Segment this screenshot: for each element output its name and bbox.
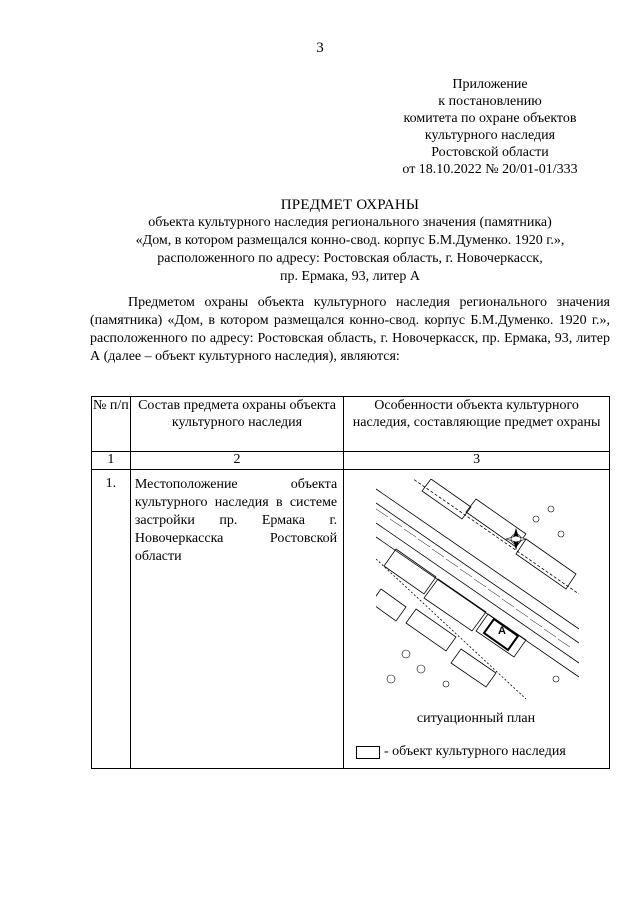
appendix-line: от 18.10.2022 № 20/01-01/333 — [402, 162, 578, 177]
map-legend — [356, 744, 566, 760]
appendix-line: к постановлению — [438, 94, 542, 109]
table-header-row — [92, 397, 610, 452]
page-number: 3 — [316, 40, 324, 56]
title-heading: ПРЕДМЕТ ОХРАНЫ — [280, 197, 420, 213]
title-line: «Дом, в котором размещался конно-свод. корпус Б.М.Думенко. 1920 г.», — [135, 233, 565, 248]
situation-plan-drawing — [376, 479, 579, 699]
column-number-row — [92, 452, 610, 470]
row-composition: Местоположение объекта культурного наследия в системе застройки пр. Ермака г. Новочеркасска Ростовской области — [130, 470, 343, 769]
document-title — [70, 196, 630, 286]
column-number: 1 — [92, 452, 131, 470]
header-composition: Состав предмета охраны объекта культурного наследия — [130, 397, 343, 452]
header-number: № п/п — [92, 397, 131, 452]
map-caption: ситуационный план — [416, 711, 536, 726]
appendix-line: культурного наследия — [424, 128, 556, 143]
appendix-line: Приложение — [452, 77, 528, 92]
title-line: расположенного по адресу: Ростовская область, г. Новочеркасск, — [157, 251, 543, 266]
appendix-line: Ростовской области — [431, 145, 549, 160]
appendix-block — [380, 76, 600, 178]
appendix-line: комитета по охране объектов — [403, 111, 577, 126]
title-line: пр. Ермака, 93, литер А — [279, 269, 421, 284]
legend-text: - объект культурного наследия — [384, 744, 566, 759]
legend-swatch — [356, 746, 380, 759]
object-marker: А — [498, 625, 506, 637]
column-number: 3 — [344, 452, 610, 470]
header-features: Особенности объекта культурного наследия, составляющие предмет охраны — [344, 397, 610, 452]
situation-plan-map — [376, 479, 579, 699]
title-line: объекта культурного наследия регионального значения (памятника) — [148, 215, 552, 230]
intro-paragraph: Предметом охраны объекта культурного наследия регионального значения (памятника) «Дом, в котором размещался конно-свод. корпус Б.М.Думенко. 1920 г.», расположенного по адресу: Ростовская область, г. Новочеркасск, пр. Ермака, 93, литер А (далее – объект культурного наследия), являются: — [90, 295, 610, 364]
column-number: 2 — [130, 452, 343, 470]
row-number: 1. — [92, 470, 131, 769]
